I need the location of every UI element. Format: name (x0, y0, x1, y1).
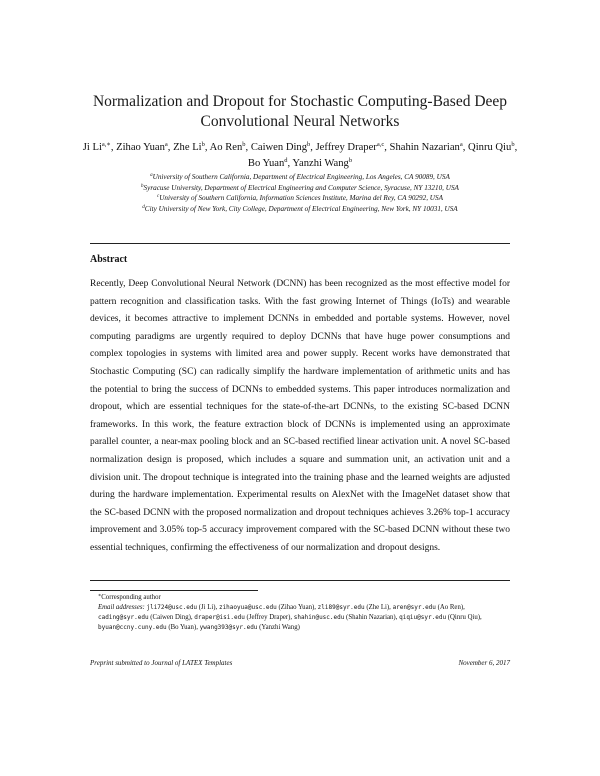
email-owner: (Caiwen Ding), (148, 614, 195, 621)
author-affiliation-mark: a (459, 141, 463, 148)
author-name: Yanzhi Wang (292, 158, 349, 169)
author-name: Ji Li (82, 142, 102, 153)
author (210, 142, 246, 153)
email-address[interactable]: aren@syr.edu (392, 604, 436, 611)
affiliation-mark: a (150, 173, 153, 178)
author (316, 142, 385, 153)
corresponding-author-note (90, 593, 510, 603)
author (248, 158, 288, 169)
abstract-text: Recently, Deep Convolutional Neural Network (DCNN) has been recognized as the most effective model for pattern recognition and classification tasks. With the fast growing Internet of Things (IoTs) and wearable devices, it becomes attractive to implement DCNNs in embedded and portable systems. However, novel computing paradigms are urgently required to deploy DCNNs that have huge power consumptions and complex topologies in systems with limited area and power supply. Recent works have demonstrated that Stochastic Computing (SC) can radically simplify the hardware implementation of arithmetic units and has the potential to bring the success of DCNNs to embedded systems. This paper introduces normalization and dropout, which are essential techniques for the state-of-the-art DCNNs, to the existing SC-based DCNN frameworks. In this work, the feature extraction block of DCNNs is implemented using an approximate parallel counter, a near-max pooling block and an SC-based rectified linear activation unit. A novel SC-based normalization design is proposed, which includes a square and summation unit, an activation unit and a division unit. The dropout technique is integrated into the training phase and the learned weights are adjusted during the hardware implementation. Experimental results on AlexNet with the ImageNet dataset show that the SC-based DCNN with the proposed normalization and dropout techniques achieves 3.26% top-1 accuracy improvement and 3.05% top-5 accuracy improvement compared with the SC-based DCNN without these two essential techniques, confirming the effectiveness of our normalization and dropout designs. (90, 279, 510, 553)
affiliation-mark: b (141, 183, 144, 189)
affiliation-list (70, 172, 530, 214)
email-owner: (Jeffrey Draper), (244, 614, 294, 621)
email-owner: (Shahin Nazarian), (344, 614, 400, 621)
email-address[interactable]: jli724@usc.edu (146, 604, 198, 611)
author-affiliation-mark: b (307, 141, 311, 148)
paper-title (60, 92, 540, 132)
email-addresses (90, 603, 510, 633)
author-name: Zihao Yuan (116, 142, 165, 153)
author-name: Shahin Nazarian (389, 142, 460, 153)
affiliation-text: University of Southern California, Information Sciences Institute, Marina del Rey, CA 90292, USA (159, 194, 443, 202)
email-address[interactable]: byuan@ccny.cuny.edu (98, 624, 167, 631)
author-name: Ao Ren (209, 142, 243, 153)
email-address[interactable]: shahin@usc.edu (293, 614, 345, 621)
author-name: Qinru Qiu (468, 142, 512, 153)
email-owner: (Bo Yuan), (166, 624, 200, 631)
author (83, 142, 111, 153)
author-name: Caiwen Ding (250, 142, 308, 153)
affiliation-mark: c (157, 194, 160, 199)
email-label: Email addresses: (98, 604, 147, 611)
author-affiliation-mark: b (511, 141, 515, 148)
email-address[interactable]: cading@syr.edu (98, 614, 149, 621)
author (292, 158, 352, 169)
affiliation (70, 193, 530, 204)
author-name: Jeffrey Draper (315, 142, 377, 153)
author-affiliation-mark: a (164, 141, 168, 148)
email-owner: (Zhe Li), (364, 604, 393, 611)
email-owner: (Zihao Yuan), (276, 604, 318, 611)
email-owner: (Qinru Qiu), (446, 614, 482, 621)
affiliation-text: University of Southern California, Department of Electrical Engineering, Los Angeles, CA 90089, USA (152, 173, 450, 181)
affiliation-mark: d (142, 204, 145, 210)
affiliation (70, 172, 530, 183)
author (116, 142, 168, 153)
affiliation-text: Syracuse University, Department of Electrical Engineering and Computer Science, Syracuse, NY 13210, USA (143, 183, 459, 192)
email-address[interactable]: zihaoyua@usc.edu (218, 604, 277, 611)
author-affiliation-mark: b (348, 157, 353, 164)
bottom-divider (90, 580, 510, 581)
affiliation-text: City University of New York, City College, Department of Electrical Engineering, New York, NY 10031, USA (144, 204, 458, 213)
footnote-divider (90, 590, 258, 591)
email-owner: (Ji Li), (197, 604, 219, 611)
author-name: Zhe Li (173, 142, 202, 153)
affiliation (70, 183, 530, 194)
top-divider (90, 243, 510, 244)
email-owner: (Yanzhi Wang) (257, 624, 300, 631)
title-line-1: Normalization and Dropout for Stochastic Computing-Based Deep (92, 93, 508, 110)
affiliation (70, 204, 530, 215)
email-address[interactable]: zli89@syr.edu (317, 604, 365, 611)
submission-date: November 6, 2017 (458, 659, 510, 667)
email-address[interactable]: qiqiu@syr.edu (399, 614, 447, 621)
author-affiliation-mark: b (242, 141, 246, 148)
corresponding-label: Corresponding author (101, 594, 161, 601)
author-affiliation-mark: b (201, 141, 205, 148)
footnotes (90, 593, 510, 633)
email-address[interactable]: draper@isi.edu (194, 614, 245, 621)
footnote-mark: ∗ (98, 593, 102, 599)
title-line-2: Convolutional Neural Networks (200, 113, 400, 130)
author-affiliation-mark: a,c (376, 141, 385, 148)
email-address[interactable]: ywang393@syr.edu (199, 624, 258, 631)
author (173, 142, 205, 153)
email-owner: (Ao Ren), (435, 604, 465, 611)
preprint-note: Preprint submitted to Journal of LATEX Templates (90, 659, 233, 667)
author-affiliation-mark: d (284, 157, 288, 164)
author-list: Ji $Li^{a,∗}$, Zihao Yuan$^a$, Zhe Li$^b$, Ao Ren$^b$, Caiwen Ding$^b$, Jeffrey Draper$^{a,c}$, Shahin Nazarian$^a$, Qinru Qiu$^b$, Bo Yuan$^d$, Yanzhi Wang$^b$ (82, 141, 518, 169)
abstract-heading: Abstract (90, 254, 128, 265)
author (468, 142, 515, 153)
author (251, 142, 310, 153)
author-name: Bo Yuan (247, 158, 285, 169)
author (390, 142, 463, 153)
author-affiliation-mark: a,∗ (101, 141, 111, 148)
